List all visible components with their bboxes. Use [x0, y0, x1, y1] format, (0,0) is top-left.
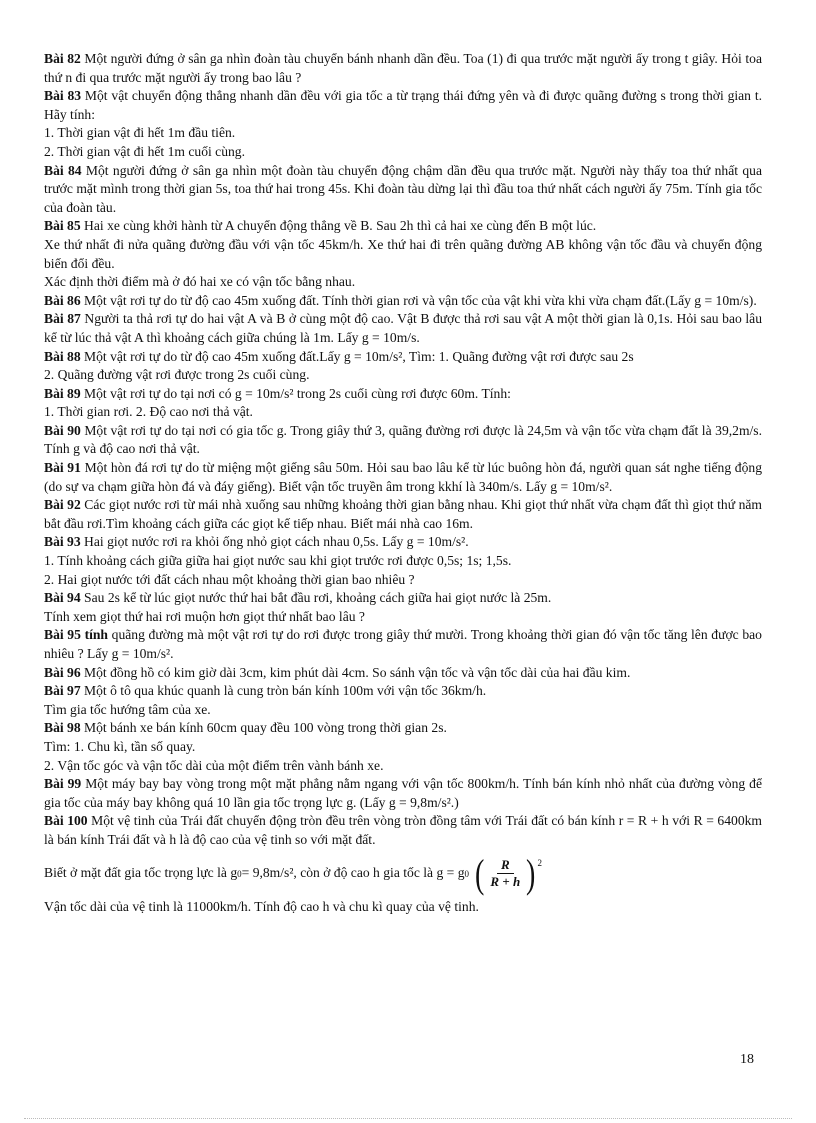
right-paren: )	[526, 850, 536, 896]
problem-subitem	[44, 236, 762, 273]
problem-text: 2. Hai giọt nước tới đất cách nhau một khoảng thời gian bao nhiêu ?	[44, 571, 415, 587]
problem-paragraph	[44, 459, 762, 496]
problem-text: Một vật rơi tự do từ độ cao 45m xuống đất. Tính thời gian rơi và vận tốc của vật khi vừa khi vừa chạm đất.(Lấy g = 10m/s).	[80, 292, 757, 308]
problem-text: Sau 2s kể từ lúc giọt nước thứ hai bắt đầu rơi, khoảng cách giữa hai giọt nước là 25m.	[80, 590, 552, 606]
problem-label: Bài 94	[44, 590, 81, 606]
problem-paragraph	[44, 589, 762, 608]
problem-text: Một vệ tinh của Trái đất chuyển động tròn đều trên vòng tròn đồng tâm với Trái đất có bán kính r = R + h với R = 6400km là bán kính Trái đất và h là độ cao của vệ tinh so với mặt đất.	[44, 813, 762, 847]
problem-paragraph	[44, 812, 762, 849]
problem-label: Bài 97	[44, 683, 81, 699]
problem-text: 1. Thời gian vật đi hết 1m đầu tiên.	[44, 125, 236, 141]
problem-text: Một người đứng ở sân ga nhìn một đoàn tàu chuyển động chậm dần đều qua trước mặt. Người này thấy toa thứ nhất qua trước mặt mình trong thời gian 5s, toa thứ hai trong 45s. Khi đoàn tàu dừng lại thì đầu toa thứ nhất cách người ấy 75m. Tính gia tốc của đoàn tàu.	[44, 162, 762, 215]
problem-label: Bài 83	[44, 88, 82, 104]
problem-text: Một vật rơi tự do tại nơi có g = 10m/s² trong 2s cuối cùng rơi được 60m. Tính:	[80, 385, 511, 401]
problem-text: 1. Thời gian rơi. 2. Độ cao nơi thả vật.	[44, 404, 253, 420]
problem-text: Một bánh xe bán kính 60cm quay đều 100 vòng trong thời gian 2s.	[80, 720, 447, 736]
problem-subitem	[44, 552, 762, 571]
problem-label: Bài 82	[44, 51, 81, 66]
problem-text: Một hòn đá rơi tự do từ miệng một giếng sâu 50m. Hỏi sau bao lâu kể từ lúc buông hòn đá, người quan sát nghe tiếng động (do sự va chạm giữa hòn đá và đáy giếng). Biết vận tốc truyền âm trong kkhí là 340m/s. Lấy g = 10m/s².	[44, 460, 762, 494]
problem-label: Bài 100	[44, 813, 88, 829]
closing-line: Vận tốc dài của vệ tinh là 11000km/h. Tính độ cao h và chu kì quay của vệ tinh.	[44, 898, 479, 914]
problem-text: Tìm gia tốc hướng tâm của xe.	[44, 701, 211, 717]
problem-label: Bài 89	[44, 385, 81, 401]
problem-subitem	[44, 124, 762, 143]
problem-text: Một vật rơi tự do từ độ cao 45m xuống đất.Lấy g = 10m/s², Tìm: 1. Quãng đường vật rơi được sau 2s	[80, 348, 634, 364]
formula-prefix: Biết ở mặt đất gia tốc trọng lực là g	[44, 865, 238, 881]
problem-label: Bài 91	[44, 460, 81, 476]
problem-text: 1. Tính khoảng cách giữa giữa hai giọt nước sau khi giọt trước rơi được 0,5s; 1s; 1,5s.	[44, 553, 512, 569]
formula-fraction: ( $\frac{R}{R + h}$ ) 2	[475, 850, 543, 896]
formula-middle: = 9,8m/s², còn ở độ cao h gia tốc là g = g	[241, 865, 465, 881]
problem-label: Bài 92	[44, 497, 81, 513]
problem-text: Một máy bay bay vòng trong một mặt phẳng nằm ngang với vận tốc 800km/h. Tính bán kính nhỏ nhất của đường vòng để gia tốc của máy bay không quá 10 lần gia tốc trọng lực g. (Lấy g = 9,8m/s².)	[44, 776, 762, 810]
formula-line: Biết ở mặt đất gia tốc trọng lực là g 0 = 9,8m/s², còn ở độ cao h gia tốc là g = g 0 ( $\frac{R}{R + h}$ ) 2	[44, 850, 543, 896]
problem-paragraph	[44, 87, 762, 124]
problem-subitem	[44, 757, 762, 776]
problem-subitem	[44, 403, 762, 422]
problem-text: Người ta thả rơi tự do hai vật A và B ở cùng một độ cao. Vật B được thả rơi sau vật A một thời gian là 0,1s. Hỏi sau bao lâu kể từ lúc thả vật A thì khoảng cách giữa chúng là 1m. Lấy g = 10m/s.	[44, 311, 763, 345]
problem-paragraph	[44, 348, 762, 367]
problem-label: Bài 87	[44, 311, 81, 327]
problem-text: Một người đứng ở sân ga nhìn đoàn tàu chuyển bánh nhanh dần đều. Toa (1) đi qua trước mặt người ấy trong t giây. Hỏi toa thứ n đi qua trước mặt người ấy trong bao lâu ?	[44, 51, 762, 85]
problem-text: Tính xem giọt thứ hai rơi muộn hơn giọt thứ nhất bao lâu ?	[44, 608, 365, 624]
problem-label: Bài 88	[44, 348, 81, 364]
fraction-denominator: R + h	[490, 874, 521, 890]
problem-subitem	[44, 571, 762, 590]
problem-paragraph	[44, 292, 762, 311]
problem-paragraph	[44, 682, 762, 701]
problem-label: Bài 90	[44, 422, 81, 438]
problem-text: 2. Thời gian vật đi hết 1m cuối cùng.	[44, 143, 245, 159]
problem-label: Bài 96	[44, 664, 81, 680]
page-bottom-border	[24, 1118, 792, 1119]
problem-label: Bài 84	[44, 162, 82, 178]
problem-text: Các giọt nước rơi từ mái nhà xuống sau những khoảng thời gian bằng nhau. Khi giọt thứ nhất vừa chạm đất thì giọt thứ năm bắt đầu rơi.Tìm khoảng cách giữa các giọt kế tiếp nhau. Biết mái nhà cao 16m.	[44, 497, 763, 531]
problem-label: Bài 86	[44, 292, 81, 308]
fraction-numerator: R	[497, 857, 514, 874]
problem-paragraph	[44, 533, 762, 552]
problem-paragraph	[44, 664, 762, 683]
page-number: 18	[740, 1052, 754, 1067]
problem-paragraph	[44, 719, 762, 738]
problem-text: 2. Vận tốc góc và vận tốc dài của một điểm trên vành bánh xe.	[44, 757, 384, 773]
problem-subitem	[44, 608, 762, 627]
problem-label: Bài 98	[44, 720, 81, 736]
problem-label: Bài 95 tính	[44, 627, 108, 643]
problem-text: Xe thứ nhất đi nửa quãng đường đầu với vận tốc 45km/h. Xe thứ hai đi trên quãng đường AB không vận tốc đầu và chuyển động biến đổi đều.	[44, 236, 762, 271]
problem-paragraph	[44, 217, 762, 236]
problem-text: Hai giọt nước rơi ra khỏi ống nhỏ giọt cách nhau 0,5s. Lấy g = 10m/s².	[80, 534, 469, 550]
problem-text: Tìm: 1. Chu kì, tần số quay.	[44, 738, 196, 754]
problem-text: quãng đường mà một vật rơi tự do rơi được trong giây thứ mười. Trong khoảng thời gian đó vận tốc tăng lên được bao nhiêu ? Lấy g = 10m/s².	[44, 627, 762, 661]
problem-text: Hai xe cùng khởi hành từ A chuyển động thẳng về B. Sau 2h thì cả hai xe cùng đến B một lúc.	[80, 218, 597, 234]
problem-paragraph	[44, 310, 762, 347]
problem-paragraph	[44, 496, 762, 533]
problem-paragraph	[44, 626, 762, 663]
problem-label: Bài 99	[44, 776, 82, 792]
problem-paragraph	[44, 775, 762, 812]
problem-text: Một vật rơi tự do tại nơi có gia tốc g. Trong giây thứ 3, quãng đường rơi được là 24,5m và vận tốc vừa chạm đất là 39,2m/s. Tính g và độ cao nơi thả vật.	[44, 422, 762, 457]
document-body	[44, 50, 762, 916]
problem-label: Bài 93	[44, 534, 81, 550]
problem-text: Một đồng hồ có kim giờ dài 3cm, kim phút dài 4cm. So sánh vận tốc và vận tốc dài của hai đầu kim.	[80, 664, 631, 680]
problem-subitem	[44, 366, 762, 385]
problem-text: Một ô tô qua khúc quanh là cung tròn bán kính 100m với vận tốc 36km/h.	[80, 683, 487, 699]
problem-paragraph	[44, 385, 762, 404]
problem-subitem	[44, 738, 762, 757]
problem-label: Bài 85	[44, 218, 81, 234]
problem-text: Một vật chuyển động thẳng nhanh dần đều với gia tốc a từ trạng thái đứng yên và đi được quãng đường s trong thời gian t. Hãy tính:	[44, 88, 762, 122]
problem-paragraph	[44, 422, 762, 459]
problem-text: 2. Quãng đường vật rơi được trong 2s cuối cùng.	[44, 367, 310, 383]
problem-paragraph	[44, 50, 762, 87]
problem-subitem	[44, 701, 762, 720]
left-paren: (	[475, 850, 485, 896]
problem-paragraph	[44, 162, 762, 218]
problem-subitem	[44, 273, 762, 292]
problem-subitem	[44, 143, 762, 162]
problem-text: Xác định thời điểm mà ở đó hai xe có vận tốc bằng nhau.	[44, 274, 356, 290]
